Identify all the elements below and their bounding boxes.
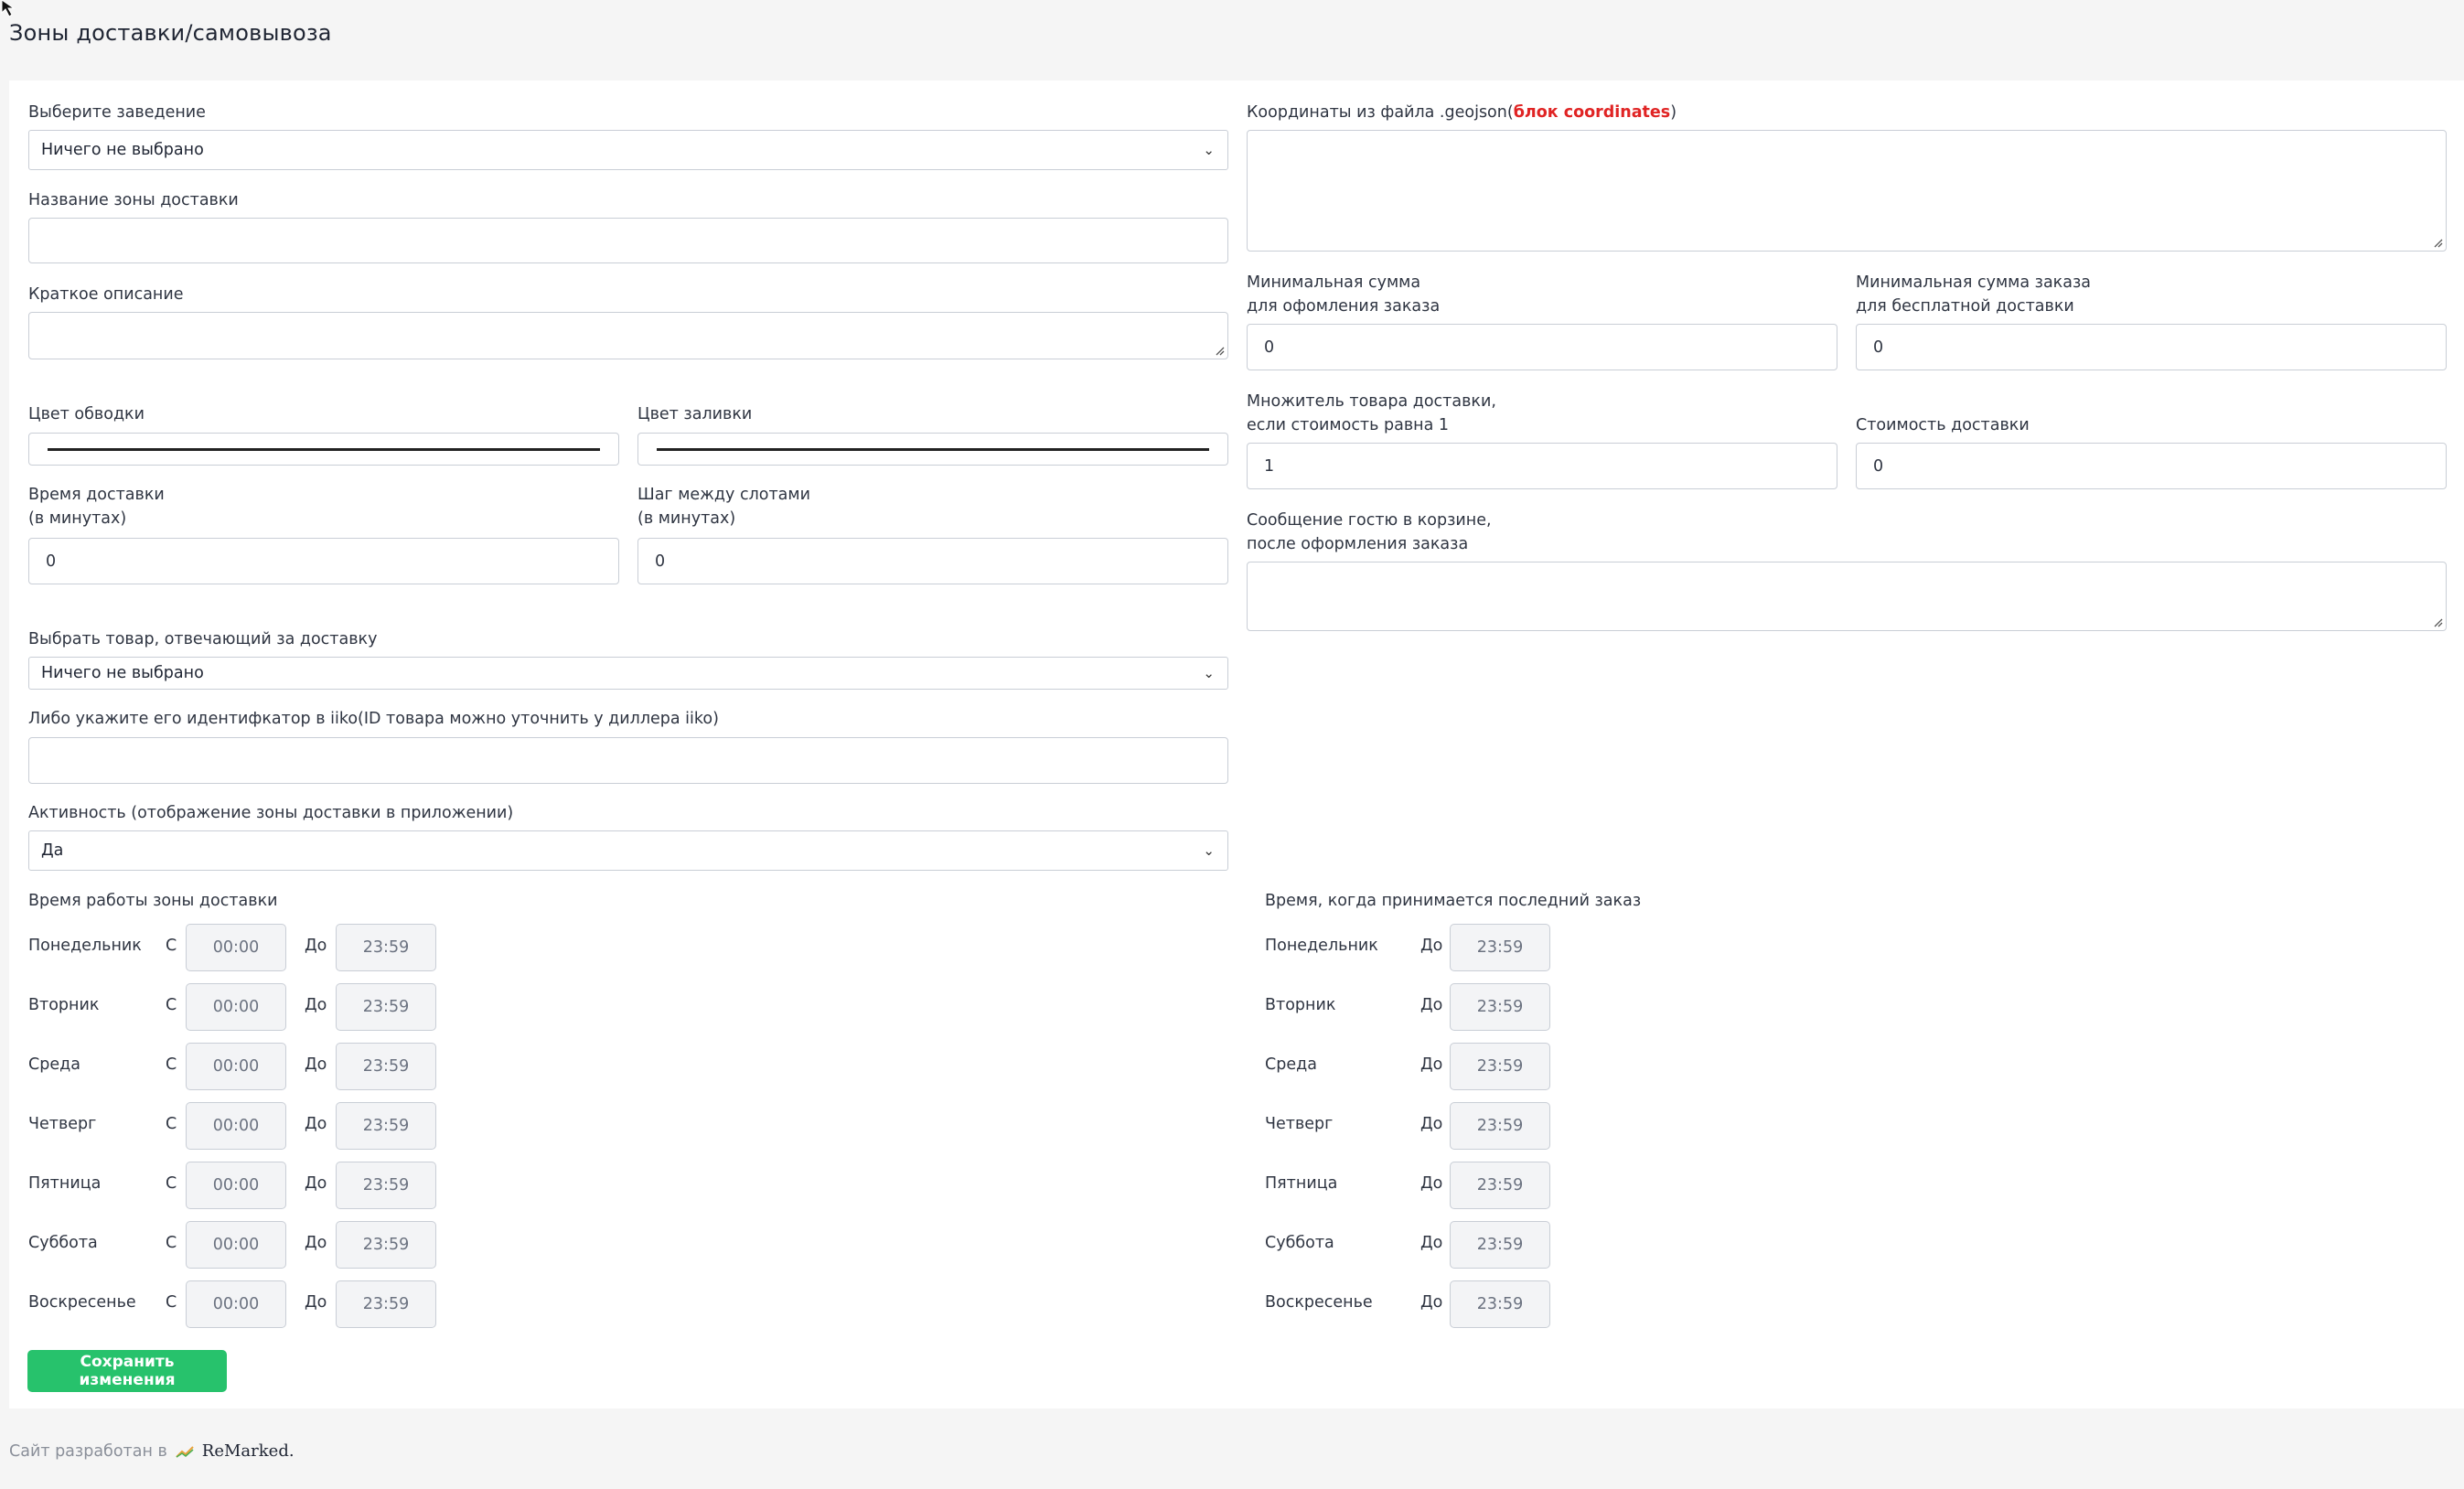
chevron-down-icon: ⌄ [1203, 665, 1215, 681]
to-label: До [305, 996, 327, 1014]
slot-step-label-line2: (в минутах) [637, 509, 736, 528]
to-label: До [1420, 1293, 1443, 1312]
to-label: До [305, 937, 327, 955]
multiplier-label-line1: Множитель товара доставки, [1247, 392, 1496, 411]
min-sum-input[interactable]: 0 [1247, 324, 1837, 370]
venue-select[interactable] [28, 130, 1228, 170]
multiplier-label-line2: если стоимость равна 1 [1247, 416, 1450, 434]
day-label: Вторник [28, 996, 100, 1014]
short-desc-label: Краткое описание [28, 285, 184, 304]
chevron-down-icon: ⌄ [1203, 842, 1215, 859]
min-free-label-line1: Минимальная сумма заказа [1856, 273, 2091, 292]
resize-grip-icon[interactable] [2432, 237, 2443, 248]
time-to-input[interactable]: 23:59 [336, 1102, 436, 1150]
zone-name-input[interactable] [28, 218, 1228, 263]
save-button[interactable]: Сохранить изменения [27, 1350, 227, 1392]
fill-color-picker[interactable] [637, 433, 1228, 466]
product-select[interactable] [28, 657, 1228, 690]
last-order-time-input[interactable]: 23:59 [1450, 1280, 1550, 1328]
coords-textarea[interactable] [1247, 130, 2447, 252]
min-free-label-line2: для бесплатной доставки [1856, 297, 2074, 316]
to-label: До [305, 1234, 327, 1252]
venue-select-value: Ничего не выбрано [41, 141, 204, 159]
day-label: Суббота [28, 1234, 98, 1252]
day-label: Понедельник [28, 937, 142, 955]
working-hours-title: Время работы зоны доставки [28, 892, 278, 910]
chevron-down-icon: ⌄ [1203, 142, 1215, 158]
to-label: До [305, 1293, 327, 1312]
last-order-day-label: Пятница [1265, 1174, 1338, 1193]
product-label: Выбрать товар, отвечающий за доставку [28, 630, 378, 648]
short-desc-textarea[interactable] [28, 312, 1228, 359]
from-label: С [166, 937, 177, 955]
min-sum-label-line1: Минимальная сумма [1247, 273, 1421, 292]
last-order-day-label: Среда [1265, 1055, 1317, 1074]
slot-step-input[interactable]: 0 [637, 538, 1228, 584]
zone-name-label: Название зоны доставки [28, 191, 239, 209]
brand-logo-text: ReMarked. [201, 1441, 295, 1461]
fill-color-swatch [657, 448, 1209, 451]
active-select-value: Да [41, 841, 64, 860]
last-order-time-input[interactable]: 23:59 [1450, 983, 1550, 1031]
last-order-day-label: Четверг [1265, 1115, 1334, 1133]
time-to-input[interactable]: 23:59 [336, 1280, 436, 1328]
to-label: До [1420, 1234, 1443, 1252]
to-label: До [1420, 1055, 1443, 1074]
time-from-input[interactable]: 00:00 [186, 1280, 286, 1328]
day-label: Воскресенье [28, 1293, 136, 1312]
product-select-value: Ничего не выбрано [41, 664, 204, 682]
stroke-color-picker[interactable] [28, 433, 619, 466]
guest-msg-label-line2: после оформления заказа [1247, 535, 1469, 553]
active-label: Активность (отображение зоны доставки в приложении) [28, 804, 514, 822]
from-label: С [166, 1174, 177, 1193]
coords-label-suffix: ) [1670, 103, 1677, 122]
from-label: С [166, 1115, 177, 1133]
chart-trend-icon [175, 1444, 195, 1459]
min-free-input[interactable]: 0 [1856, 324, 2447, 370]
coords-label-prefix: Координаты из файла .geojson( [1247, 103, 1514, 122]
from-label: С [166, 1234, 177, 1252]
to-label: До [1420, 996, 1443, 1014]
iiko-id-input[interactable] [28, 737, 1228, 784]
footer [9, 1441, 295, 1461]
venue-label: Выберите заведение [28, 103, 206, 122]
form-card [9, 80, 2464, 1409]
page-title: Зоны доставки/самовывоза [9, 20, 332, 46]
last-order-title: Время, когда принимается последний заказ [1265, 892, 1642, 910]
delivery-cost-input[interactable]: 0 [1856, 443, 2447, 489]
coords-label [1247, 101, 1677, 124]
last-order-day-label: Воскресенье [1265, 1293, 1373, 1312]
time-from-input[interactable]: 00:00 [186, 1221, 286, 1269]
stroke-color-label: Цвет обводки [28, 405, 145, 423]
delivery-time-input[interactable]: 0 [28, 538, 619, 584]
time-to-input[interactable]: 23:59 [336, 1221, 436, 1269]
from-label: С [166, 1293, 177, 1312]
delivery-time-label-line2: (в минутах) [28, 509, 127, 528]
coords-label-highlight: блок coordinates [1513, 103, 1671, 122]
last-order-time-input[interactable]: 23:59 [1450, 924, 1550, 971]
time-to-input[interactable]: 23:59 [336, 1043, 436, 1090]
time-from-input[interactable]: 00:00 [186, 924, 286, 971]
fill-color-label: Цвет заливки [637, 405, 753, 423]
last-order-day-label: Понедельник [1265, 937, 1378, 955]
time-to-input[interactable]: 23:59 [336, 924, 436, 971]
delivery-time-label-line1: Время доставки [28, 486, 165, 504]
to-label: До [1420, 937, 1443, 955]
stroke-color-swatch [48, 448, 600, 451]
iiko-id-label: Либо укажите его идентифкатор в iiko(ID товара можно уточнить у диллера iiko) [28, 710, 719, 728]
day-label: Среда [28, 1055, 80, 1074]
multiplier-input[interactable]: 1 [1247, 443, 1837, 489]
time-to-input[interactable]: 23:59 [336, 1162, 436, 1209]
delivery-cost-label: Стоимость доставки [1856, 416, 2030, 434]
to-label: До [305, 1115, 327, 1133]
resize-grip-icon[interactable] [2432, 616, 2443, 627]
to-label: До [1420, 1174, 1443, 1193]
time-from-input[interactable]: 00:00 [186, 1162, 286, 1209]
day-label: Пятница [28, 1174, 102, 1193]
slot-step-label-line1: Шаг между слотами [637, 486, 810, 504]
from-label: С [166, 1055, 177, 1074]
from-label: С [166, 996, 177, 1014]
to-label: До [305, 1174, 327, 1193]
footer-text: Сайт разработан в [9, 1441, 167, 1461]
guest-msg-label-line1: Сообщение гостю в корзине, [1247, 511, 1492, 530]
last-order-time-input[interactable]: 23:59 [1450, 1043, 1550, 1090]
min-sum-label-line2: для офомления заказа [1247, 297, 1441, 316]
mouse-cursor-icon [0, 0, 24, 18]
last-order-time-input[interactable]: 23:59 [1450, 1162, 1550, 1209]
last-order-day-label: Суббота [1265, 1234, 1334, 1252]
last-order-day-label: Вторник [1265, 996, 1336, 1014]
time-from-input[interactable]: 00:00 [186, 983, 286, 1031]
active-select[interactable] [28, 830, 1228, 871]
resize-grip-icon[interactable] [1214, 345, 1225, 356]
time-from-input[interactable]: 00:00 [186, 1102, 286, 1150]
last-order-time-input[interactable]: 23:59 [1450, 1221, 1550, 1269]
last-order-time-input[interactable]: 23:59 [1450, 1102, 1550, 1150]
day-label: Четверг [28, 1115, 97, 1133]
time-to-input[interactable]: 23:59 [336, 983, 436, 1031]
to-label: До [1420, 1115, 1443, 1133]
guest-msg-textarea[interactable] [1247, 562, 2447, 631]
to-label: До [305, 1055, 327, 1074]
time-from-input[interactable]: 00:00 [186, 1043, 286, 1090]
